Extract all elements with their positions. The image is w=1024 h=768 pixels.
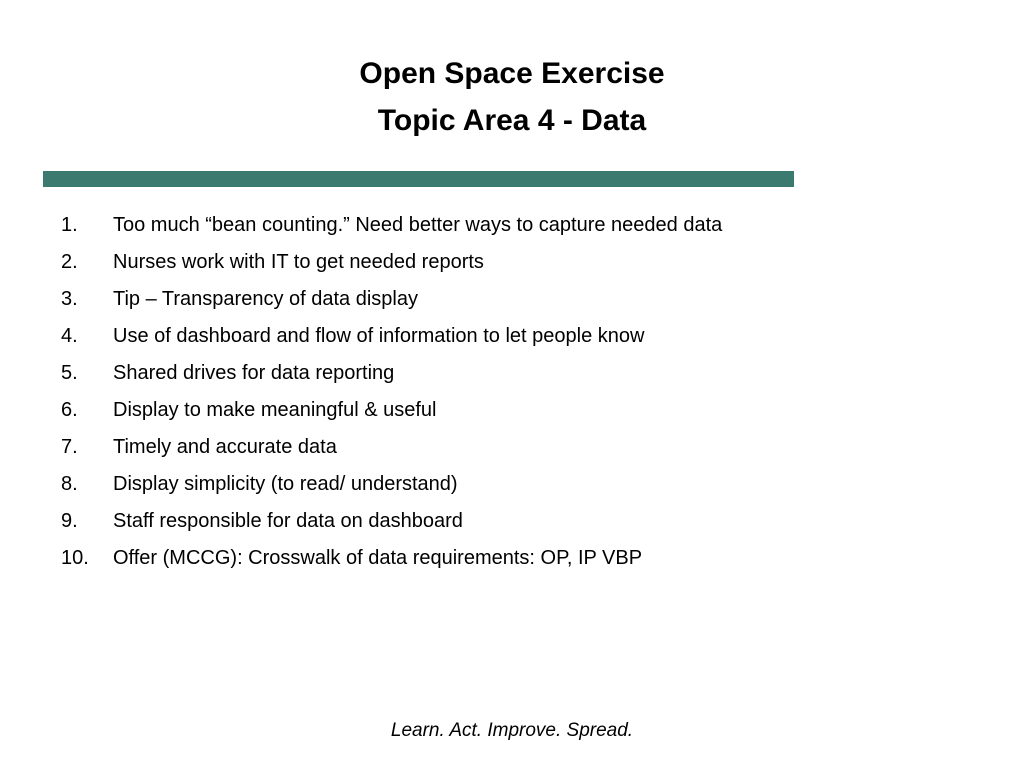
- list-item-number: 7.: [61, 436, 78, 458]
- list-item-number: 8.: [61, 473, 78, 495]
- list-item-number: 10.: [61, 547, 89, 569]
- list-item-number: 3.: [61, 288, 78, 310]
- list-item: [61, 543, 961, 580]
- list-item-number: 9.: [61, 510, 78, 532]
- list-item: [61, 284, 961, 321]
- list-item-text: Shared drives for data reporting: [113, 362, 395, 384]
- list-item: [61, 432, 961, 469]
- numbered-item-list: [61, 210, 961, 580]
- list-item-text: Offer (MCCG): Crosswalk of data requirements: OP, IP VBP: [113, 547, 643, 569]
- list-item-text: Timely and accurate data: [113, 436, 337, 458]
- slide-title-line-2: Topic Area 4 - Data: [377, 104, 647, 137]
- slide-title: [0, 50, 1024, 144]
- list-item-number: 5.: [61, 362, 78, 384]
- list-item-number: 4.: [61, 325, 78, 347]
- accent-divider-bar: [43, 171, 794, 187]
- list-item-text: Too much “bean counting.” Need better ways to capture needed data: [113, 214, 723, 236]
- list-item-text: Tip – Transparency of data display: [113, 288, 418, 310]
- list-item: [61, 358, 961, 395]
- list-item-text: Staff responsible for data on dashboard: [113, 510, 463, 532]
- list-item-text: Use of dashboard and flow of information to let people know: [113, 325, 645, 347]
- list-item: [61, 321, 961, 358]
- list-item: [61, 210, 961, 247]
- list-item-text: Display to make meaningful & useful: [113, 399, 437, 421]
- list-item-number: 2.: [61, 251, 78, 273]
- list-item-text: Nurses work with IT to get needed reports: [113, 251, 484, 273]
- list-item: [61, 395, 961, 432]
- list-item: [61, 247, 961, 284]
- list-item-number: 1.: [61, 214, 78, 236]
- list-item-number: 6.: [61, 399, 78, 421]
- footer-tagline: Learn. Act. Improve. Spread.: [390, 720, 634, 741]
- list-item: [61, 469, 961, 506]
- list-item-text: Display simplicity (to read/ understand): [113, 473, 458, 495]
- slide-title-line-1: Open Space Exercise: [359, 57, 665, 90]
- list-item: [61, 506, 961, 543]
